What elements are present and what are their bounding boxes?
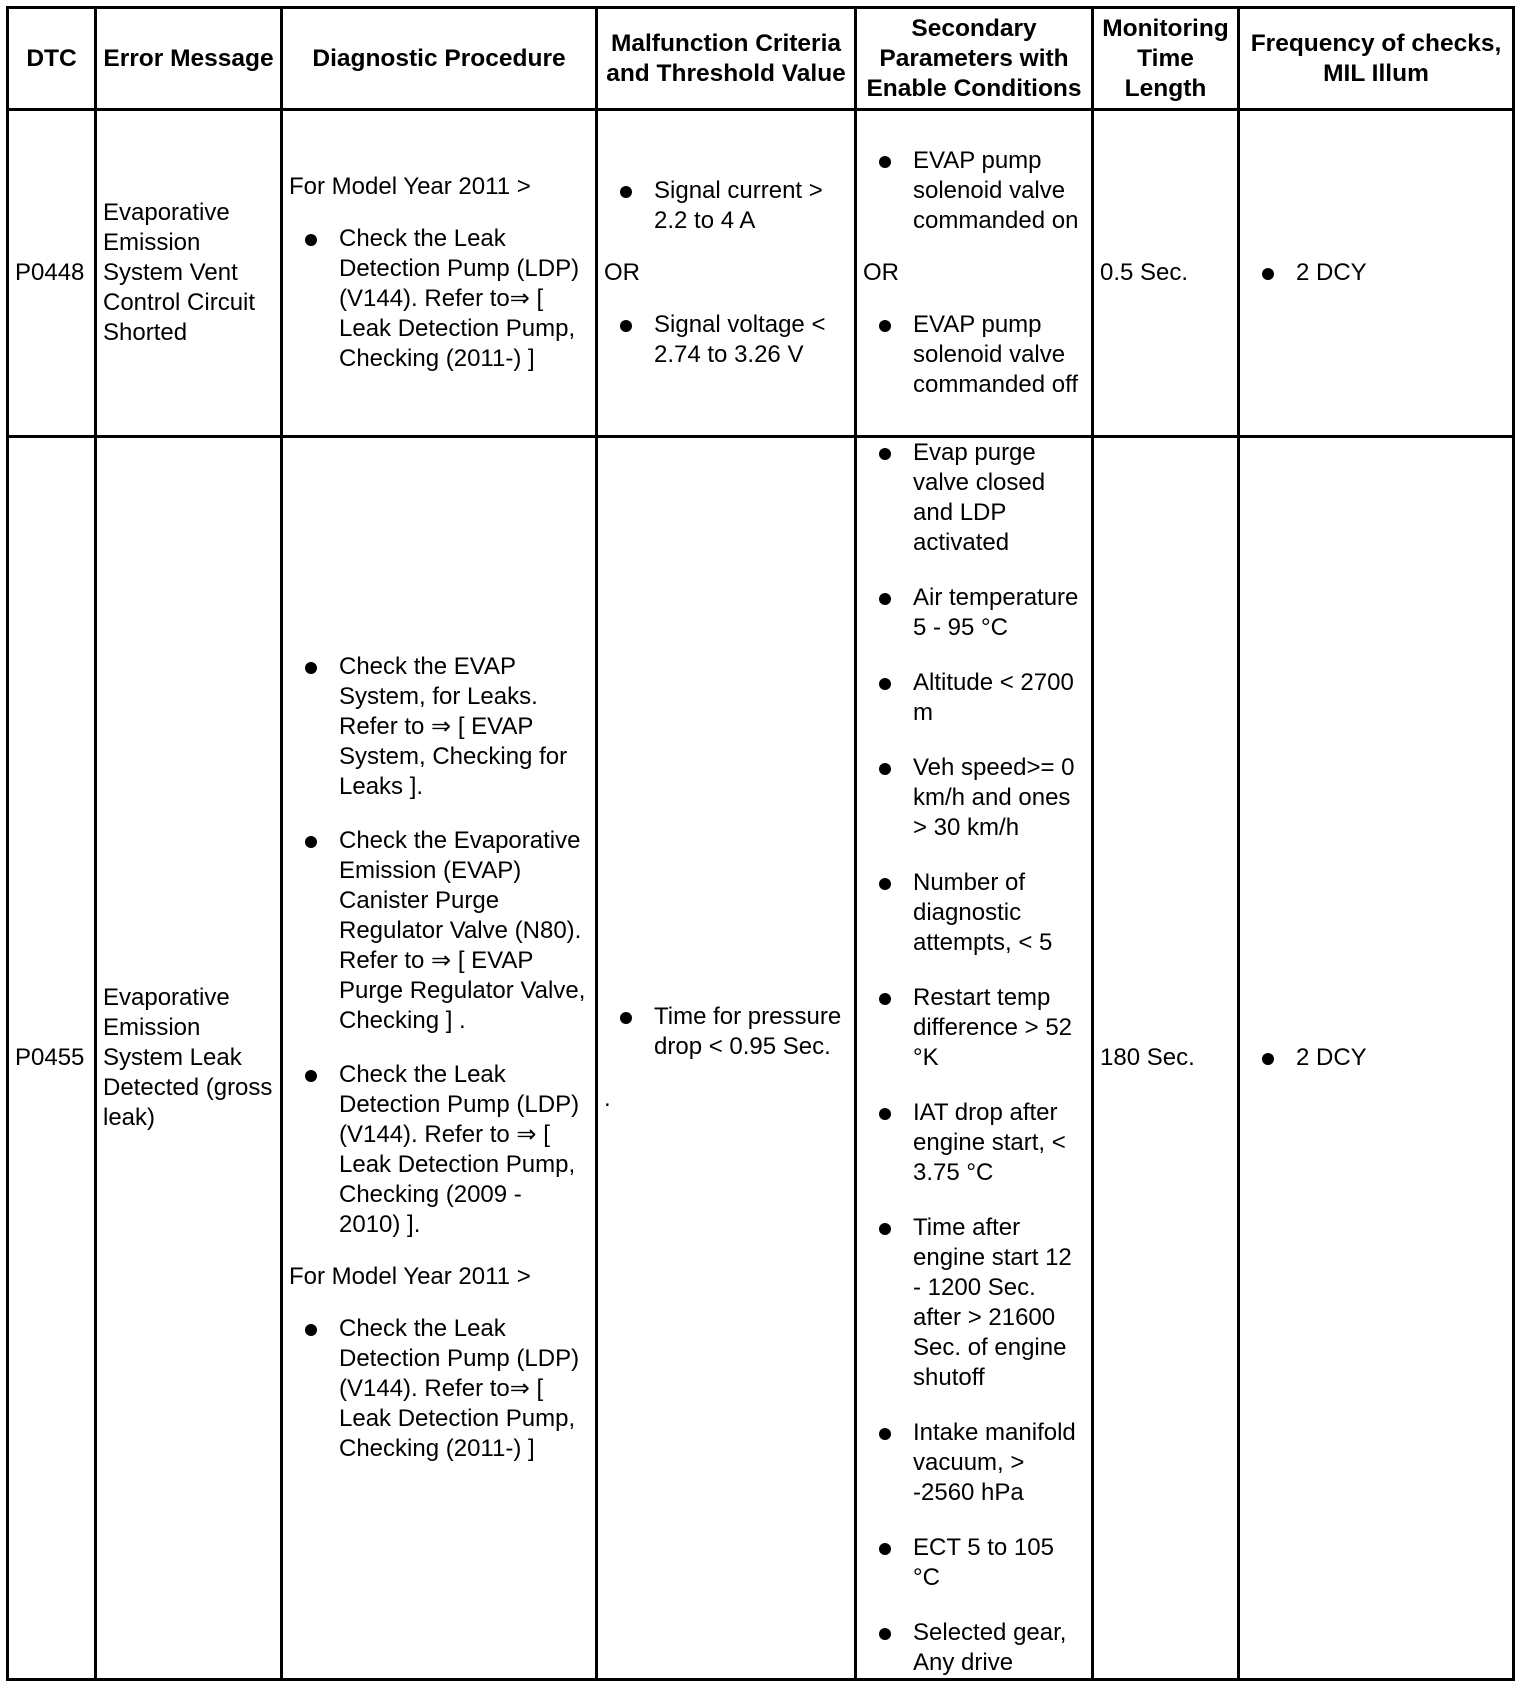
diagnostic-procedure [282, 110, 597, 437]
frequency-list [1246, 258, 1506, 288]
condition-item: Evap purge valve closed and LDP activated [863, 438, 1085, 558]
header-dtc: DTC [8, 8, 96, 110]
procedure-list [289, 224, 589, 374]
header-monitoring-time: Monitoring Time Length [1093, 8, 1239, 110]
condition-item: Time after engine start 12 - 1200 Sec. after > 21600 Sec. of engine shutoff [863, 1213, 1085, 1393]
condition-item: Intake manifold vacuum, > -2560 hPa [863, 1418, 1085, 1508]
dtc-code: P0455 [8, 437, 96, 1680]
procedure-item: Check the Leak Detection Pump (LDP) (V144). Refer to⇒ [ Leak Detection Pump, Checking (2011-) ] [289, 1314, 589, 1464]
procedure-item: Check the Evaporative Emission (EVAP) Canister Purge Regulator Valve (N80). Refer to ⇒ [ EVAP Purge Regulator Valve, Checking ] . [289, 826, 589, 1036]
condition-list [863, 438, 1085, 1678]
error-message: Evaporative Emission System Vent Control Circuit Shorted [96, 110, 282, 437]
condition-item: Veh speed>= 0 km/h and ones > 30 km/h [863, 753, 1085, 843]
frequency-item: 2 DCY [1246, 258, 1506, 288]
condition-item: Altitude < 2700 m [863, 668, 1085, 728]
malfunction-criteria [597, 437, 856, 1680]
criteria-list [604, 310, 848, 370]
condition-list [863, 146, 1085, 236]
criteria-item: Signal voltage < 2.74 to 3.26 V [604, 310, 848, 370]
model-year-label: For Model Year 2011 > [289, 1263, 531, 1290]
procedure-item: Check the Leak Detection Pump (LDP) (V144). Refer to⇒ [ Leak Detection Pump, Checking (2011-) ] [289, 224, 589, 374]
or-separator: OR [863, 259, 899, 286]
header-row [8, 8, 1514, 110]
model-year-label: For Model Year 2011 > [289, 173, 531, 200]
monitoring-time: 0.5 Sec. [1093, 110, 1239, 437]
diagnostic-procedure [282, 437, 597, 1680]
condition-item: Air temperature 5 - 95 °C [863, 583, 1085, 643]
dtc-code: P0448 [8, 110, 96, 437]
header-secondary-parameters: Secondary Parameters with Enable Conditions [856, 8, 1093, 110]
header-error-message: Error Message [96, 8, 282, 110]
criteria-list [604, 1002, 848, 1062]
criteria-item: Time for pressure drop < 0.95 Sec. [604, 1002, 848, 1062]
secondary-parameters [856, 110, 1093, 437]
table-row [8, 437, 1514, 1680]
condition-item: EVAP pump solenoid valve commanded on [863, 146, 1085, 236]
frequency [1239, 110, 1514, 437]
secondary-parameters [856, 437, 1093, 1680]
error-message: Evaporative Emission System Leak Detected (gross leak) [96, 437, 282, 1680]
or-separator: OR [604, 259, 640, 286]
condition-item: Number of diagnostic attempts, < 5 [863, 868, 1085, 958]
condition-item: EVAP pump solenoid valve commanded off [863, 310, 1085, 400]
malfunction-criteria [597, 110, 856, 437]
table-row [8, 110, 1514, 437]
dtc-table [6, 6, 1515, 1681]
condition-item: ECT 5 to 105 °C [863, 1533, 1085, 1593]
condition-item: Restart temp difference > 52 °K [863, 983, 1085, 1073]
header-frequency: Frequency of checks, MIL Illum [1239, 8, 1514, 110]
procedure-list [289, 652, 589, 1240]
header-malfunction-criteria: Malfunction Criteria and Threshold Value [597, 8, 856, 110]
frequency-item: 2 DCY [1246, 1043, 1506, 1073]
frequency [1239, 437, 1514, 1680]
condition-item: IAT drop after engine start, < 3.75 °C [863, 1098, 1085, 1188]
trailing-dot: . [604, 1085, 611, 1112]
condition-list [863, 310, 1085, 400]
condition-item: Selected gear, Any drive [863, 1618, 1085, 1678]
monitoring-time: 180 Sec. [1093, 437, 1239, 1680]
procedure-item: Check the EVAP System, for Leaks. Refer to ⇒ [ EVAP System, Checking for Leaks ]. [289, 652, 589, 802]
header-diagnostic-procedure: Diagnostic Procedure [282, 8, 597, 110]
procedure-item: Check the Leak Detection Pump (LDP) (V144). Refer to ⇒ [ Leak Detection Pump, Checking (2009 - 2010) ]. [289, 1060, 589, 1240]
frequency-list [1246, 1043, 1506, 1073]
procedure-list [289, 1314, 589, 1464]
criteria-list [604, 176, 848, 236]
criteria-item: Signal current > 2.2 to 4 A [604, 176, 848, 236]
